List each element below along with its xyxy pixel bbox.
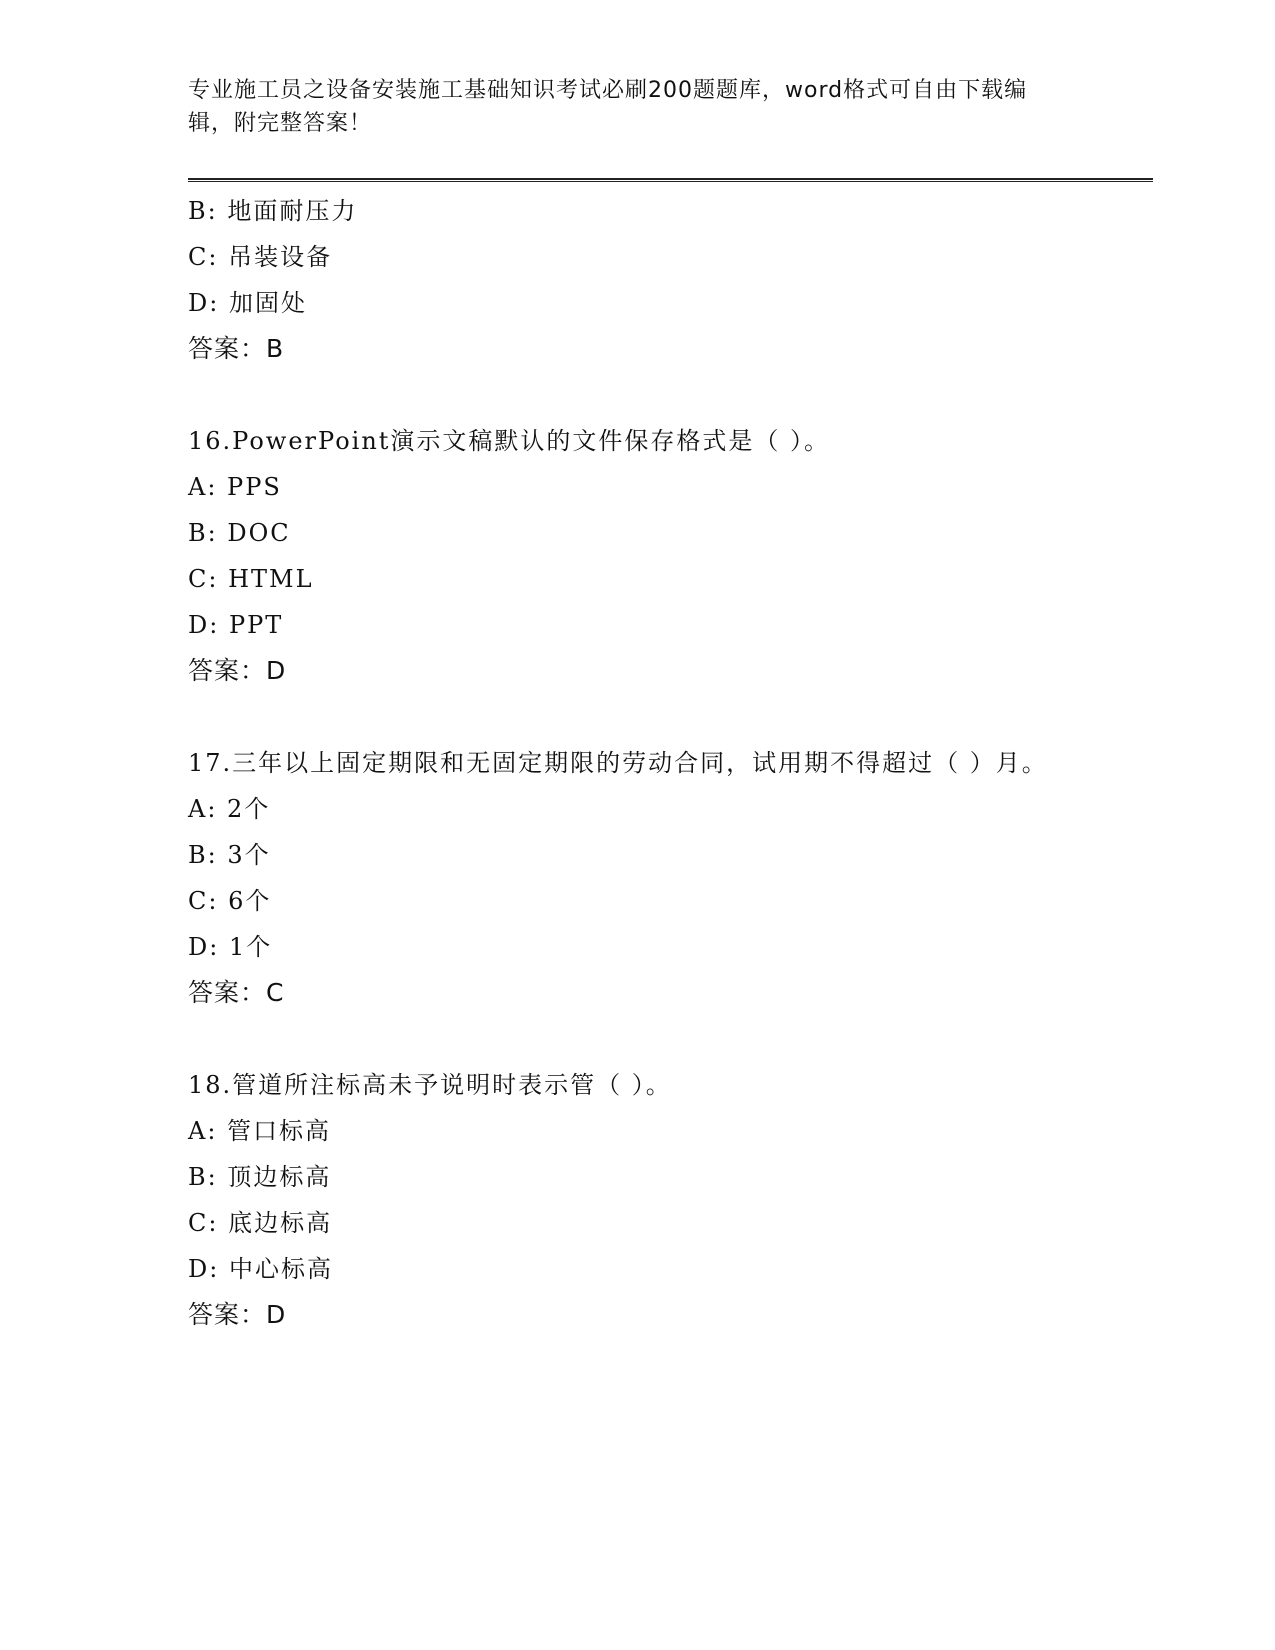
option-d: D: 中心标高 [188,1255,333,1283]
option-d: D: 1个 [188,933,273,961]
question-text: 16.PowerPoint演示文稿默认的文件保存格式是（ ）。 [188,427,831,455]
document-body [188,188,1088,1338]
answer: 答案：D [188,656,287,685]
spacer [188,1016,1088,1062]
question-16 [188,418,1088,694]
option-b: B: 顶边标高 [188,1163,332,1191]
answer: 答案：D [188,1300,287,1329]
option-c: C: HTML [188,565,314,593]
option-c: C: 6个 [188,887,272,915]
option-b: B: 3个 [188,841,271,869]
option-a: A: PPS [188,473,282,501]
spacer [188,694,1088,740]
answer: 答案：C [188,978,285,1007]
option-a: A: 2个 [188,795,271,823]
header-divider [188,178,1153,182]
option-b: B: 地面耐压力 [188,197,358,225]
page-header: 专业施工员之设备安装施工基础知识考试必刷200题题库，word格式可自由下载编辑，附完整答案！ [188,78,1028,136]
question-15-continued [188,188,1088,372]
option-c: C: 底边标高 [188,1209,333,1237]
question-text: 18.管道所注标高未予说明时表示管（ ）。 [188,1071,672,1099]
answer: 答案：B [188,334,285,363]
spacer [188,372,1088,418]
option-d: D: PPT [188,611,284,639]
option-d: D: 加固处 [188,289,307,317]
question-17 [188,740,1088,1016]
question-18 [188,1062,1088,1338]
option-c: C: 吊装设备 [188,243,333,271]
option-a: A: 管口标高 [188,1117,332,1145]
question-text: 17.三年以上固定期限和无固定期限的劳动合同，试用期不得超过（ ）月。 [188,749,1048,777]
option-b: B: DOC [188,519,291,547]
